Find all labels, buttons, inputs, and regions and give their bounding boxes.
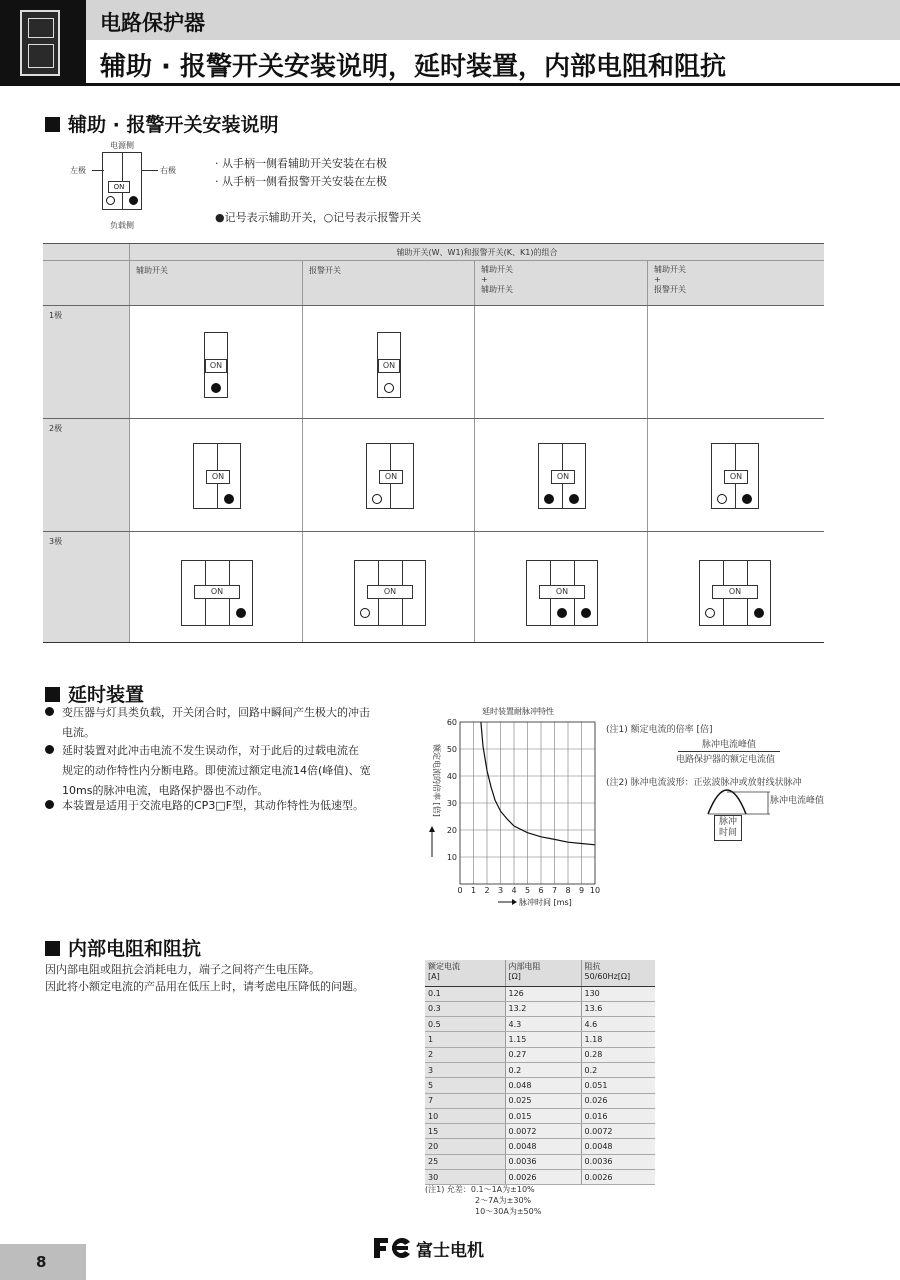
cell-resistance: 1.15 bbox=[505, 1032, 581, 1047]
cell-impedance: 0.2 bbox=[581, 1062, 655, 1077]
cell-resistance: 0.0036 bbox=[505, 1154, 581, 1169]
breaker-2pole-aux-alarm bbox=[711, 443, 759, 509]
bullet-icon bbox=[45, 800, 54, 809]
on-label: ON bbox=[194, 585, 240, 599]
cell-current: 20 bbox=[425, 1139, 505, 1154]
cell-impedance: 0.051 bbox=[581, 1078, 655, 1093]
y-tick-label: 40 bbox=[446, 772, 457, 781]
header-category-bar bbox=[86, 0, 900, 40]
pulse-time-label: 脉冲 时间 bbox=[714, 815, 742, 841]
cell-impedance: 0.0072 bbox=[581, 1124, 655, 1139]
fuji-logo-icon bbox=[372, 1236, 412, 1260]
on-label: ON bbox=[724, 470, 748, 484]
cell-1pole-aux-alarm bbox=[647, 306, 824, 418]
on-label: ON bbox=[108, 181, 130, 193]
label-left-pole: 左极 bbox=[70, 166, 86, 175]
cell-current: 5 bbox=[425, 1078, 505, 1093]
x-axis-label: 脉冲时间 [ms] bbox=[519, 898, 572, 907]
y-axis-arrowhead bbox=[429, 826, 435, 832]
breaker-3pole-aux-alarm bbox=[699, 560, 771, 626]
breaker-3pole-aux bbox=[181, 560, 253, 626]
cell-1pole-aux bbox=[129, 306, 302, 418]
alarm-switch-icon bbox=[360, 608, 370, 618]
note-1-denominator: 电路保护器的额定电流值 bbox=[676, 755, 776, 765]
square-bullet-icon bbox=[45, 941, 60, 956]
table-row bbox=[425, 1047, 655, 1062]
y-tick-label: 50 bbox=[446, 745, 457, 754]
table-header-row bbox=[425, 960, 655, 986]
cell-current: 10 bbox=[425, 1108, 505, 1123]
table-row bbox=[425, 1017, 655, 1032]
x-tick-label: 3 bbox=[497, 886, 504, 895]
brand-name: 富士电机 bbox=[416, 1240, 484, 1261]
bullet-1: 变压器与灯具类负载，开关闭合时，回路中瞬间产生极大的冲击 电流。 bbox=[45, 703, 405, 743]
label-supply-side: 电源侧 bbox=[110, 141, 134, 150]
note-1-numerator: 脉冲电流峰值 bbox=[678, 737, 780, 752]
cell-1pole-alarm bbox=[302, 306, 474, 418]
table-row bbox=[425, 1154, 655, 1169]
x-axis-arrowhead bbox=[512, 899, 517, 905]
section-title-text: 延时装置 bbox=[68, 684, 145, 706]
table-row bbox=[425, 1108, 655, 1123]
cell-3pole-aux-alarm bbox=[647, 532, 824, 642]
table-row bbox=[425, 986, 655, 1001]
section-title-text: 辅助 · 报警开关安装说明 bbox=[68, 114, 279, 136]
note-1: (注1) 额定电流的倍率 [倍] bbox=[606, 725, 713, 735]
cell-resistance: 0.2 bbox=[505, 1062, 581, 1077]
table-row bbox=[425, 1001, 655, 1016]
cell-current: 1 bbox=[425, 1032, 505, 1047]
col-header-aux-aux: 辅助开关 + 辅助开关 bbox=[474, 261, 647, 305]
aux-switch-icon bbox=[557, 608, 567, 618]
page-number-box bbox=[0, 1244, 86, 1280]
cell-impedance: 0.0026 bbox=[581, 1170, 655, 1185]
resistance-note-2: 因此将小额定电流的产品用在低压上时，请考虑电压降低的问题。 bbox=[45, 980, 364, 993]
col-header-impedance: 阻抗 50/60Hz[Ω] bbox=[581, 960, 655, 986]
page-number: 8 bbox=[36, 1253, 47, 1271]
cell-3pole-aux bbox=[129, 532, 302, 642]
tolerance-note: (注1) 允差：0.1～1A为±10% 2～7A为±30% 10～30A为±50% bbox=[425, 1185, 542, 1216]
cell-resistance: 13.2 bbox=[505, 1001, 581, 1016]
on-label: ON bbox=[539, 585, 585, 599]
alarm-switch-icon bbox=[372, 494, 382, 504]
on-label: ON bbox=[367, 585, 413, 599]
x-tick-label: 9 bbox=[578, 886, 585, 895]
aux-switch-icon bbox=[211, 383, 221, 393]
cell-impedance: 0.016 bbox=[581, 1108, 655, 1123]
alarm-switch-icon bbox=[717, 494, 727, 504]
brand-logo bbox=[372, 1233, 484, 1263]
y-tick-label: 60 bbox=[446, 718, 457, 727]
table-header: 辅助开关(W、W1)和报警开关(K、K1)的组合 bbox=[129, 244, 824, 260]
table-column-header-row bbox=[43, 261, 824, 306]
cell-impedance: 0.0048 bbox=[581, 1139, 655, 1154]
aux-switch-icon bbox=[236, 608, 246, 618]
breaker-2pole-aux-aux bbox=[538, 443, 586, 509]
chart-title: 延时装置耐脉冲特性 bbox=[482, 707, 554, 716]
on-label: ON bbox=[551, 470, 575, 484]
cell-impedance: 1.18 bbox=[581, 1032, 655, 1047]
pole-orientation-diagram bbox=[70, 140, 190, 235]
cell-2pole-aux-alarm bbox=[647, 419, 824, 531]
table-row bbox=[425, 1078, 655, 1093]
table-row bbox=[425, 1093, 655, 1108]
square-bullet-icon bbox=[45, 687, 60, 702]
aux-switch-icon bbox=[569, 494, 579, 504]
section-title-resistance bbox=[45, 934, 201, 961]
y-axis-label: 额定电流的倍率 [倍] bbox=[432, 744, 441, 817]
cell-current: 30 bbox=[425, 1170, 505, 1185]
table-row-3pole bbox=[43, 532, 824, 643]
col-header-aux: 辅助开关 bbox=[129, 261, 302, 305]
series-line bbox=[481, 722, 595, 845]
cell-impedance: 0.0036 bbox=[581, 1154, 655, 1169]
aux-switch-icon bbox=[224, 494, 234, 504]
table-row bbox=[425, 1124, 655, 1139]
aux-switch-icon bbox=[581, 608, 591, 618]
square-bullet-icon bbox=[45, 117, 60, 132]
cell-resistance: 0.048 bbox=[505, 1078, 581, 1093]
leader-line-right bbox=[142, 170, 158, 171]
section-title-install bbox=[45, 110, 278, 137]
x-tick-label: 4 bbox=[511, 886, 517, 895]
breaker-2pole-alarm bbox=[366, 443, 414, 509]
cell-impedance: 13.6 bbox=[581, 1001, 655, 1016]
on-label: ON bbox=[378, 359, 400, 373]
x-tick-label: 0 bbox=[457, 886, 463, 895]
cell-3pole-alarm bbox=[302, 532, 474, 642]
resistance-table bbox=[425, 960, 655, 1185]
col-header-current: 额定电流 [A] bbox=[425, 960, 505, 986]
table-row bbox=[425, 1032, 655, 1047]
table-row bbox=[425, 1062, 655, 1077]
y-tick-label: 10 bbox=[446, 853, 457, 862]
x-tick-label: 1 bbox=[470, 886, 477, 895]
cell-current: 7 bbox=[425, 1093, 505, 1108]
cell-impedance: 0.026 bbox=[581, 1093, 655, 1108]
label-load-side: 负载侧 bbox=[110, 221, 134, 230]
cell-2pole-alarm bbox=[302, 419, 474, 531]
breaker-1pole-alarm bbox=[377, 332, 401, 398]
cell-current: 0.5 bbox=[425, 1017, 505, 1032]
y-tick-label: 20 bbox=[446, 826, 457, 835]
row-label-2pole: 2极 bbox=[43, 419, 129, 531]
bullet-2: 延时装置对此冲击电流不发生误动作，对于此后的过载电流在 规定的动作特性内分断电路。即使流过额定电流14倍(峰值)、宽 10ms的脉冲电流，电路保护器也不动作。 bbox=[45, 741, 405, 801]
cell-resistance: 0.0048 bbox=[505, 1139, 581, 1154]
cell-impedance: 130 bbox=[581, 986, 655, 1001]
page-title: 辅助 · 报警开关安装说明，延时装置，内部电阻和阻抗 bbox=[100, 52, 726, 82]
cell-impedance: 0.28 bbox=[581, 1047, 655, 1062]
table-header-row bbox=[43, 244, 824, 261]
cell-2pole-aux-aux bbox=[474, 419, 647, 531]
mini-breaker bbox=[102, 152, 142, 210]
cell-current: 3 bbox=[425, 1062, 505, 1077]
symbol-legend: ●记号表示辅助开关，○记号表示报警开关 bbox=[215, 211, 422, 224]
bullet-icon bbox=[45, 745, 54, 754]
cell-current: 15 bbox=[425, 1124, 505, 1139]
x-tick-label: 8 bbox=[565, 886, 571, 895]
col-header-aux-alarm: 辅助开关 + 报警开关 bbox=[647, 261, 824, 305]
cell-current: 2 bbox=[425, 1047, 505, 1062]
alarm-switch-icon bbox=[106, 196, 115, 205]
pulse-characteristic-chart bbox=[420, 702, 610, 912]
breaker-1pole-aux bbox=[204, 332, 228, 398]
x-tick-label: 5 bbox=[524, 886, 531, 895]
cell-resistance: 4.3 bbox=[505, 1017, 581, 1032]
pulse-waveform-icon bbox=[700, 784, 780, 819]
table-row bbox=[425, 1139, 655, 1154]
header-title-bar bbox=[86, 40, 900, 86]
on-label: ON bbox=[206, 470, 230, 484]
cell-2pole-aux bbox=[129, 419, 302, 531]
on-label: ON bbox=[205, 359, 227, 373]
table-row bbox=[425, 1170, 655, 1185]
row-label-3pole: 3极 bbox=[43, 532, 129, 642]
aux-switch-icon bbox=[129, 196, 138, 205]
cell-resistance: 0.27 bbox=[505, 1047, 581, 1062]
section-title-text: 内部电阻和阻抗 bbox=[68, 938, 202, 960]
alarm-switch-icon bbox=[384, 383, 394, 393]
cell-resistance: 0.0072 bbox=[505, 1124, 581, 1139]
aux-switch-icon bbox=[742, 494, 752, 504]
cell-current: 25 bbox=[425, 1154, 505, 1169]
on-label: ON bbox=[379, 470, 403, 484]
cell-3pole-aux-aux bbox=[474, 532, 647, 642]
install-note-2: · 从手柄一侧看报警开关安装在左极 bbox=[215, 175, 387, 188]
breaker-2pole-aux bbox=[193, 443, 241, 509]
x-tick-label: 6 bbox=[538, 886, 544, 895]
note-2: (注2) 脉冲电流波形：正弦波脉冲或放射线状脉冲 bbox=[606, 778, 802, 788]
switch-combination-table bbox=[43, 243, 824, 643]
alarm-switch-icon bbox=[705, 608, 715, 618]
cell-resistance: 126 bbox=[505, 986, 581, 1001]
row-label-1pole: 1极 bbox=[43, 306, 129, 418]
cell-1pole-aux-aux bbox=[474, 306, 647, 418]
y-tick-label: 30 bbox=[446, 799, 457, 808]
resistance-note-1: 因内部电阻或阻抗会消耗电力，端子之间将产生电压降。 bbox=[45, 963, 320, 976]
header-category: 电路保护器 bbox=[100, 11, 205, 35]
table-row-1pole bbox=[43, 306, 824, 419]
x-tick-label: 10 bbox=[589, 886, 601, 895]
breaker-3pole-alarm bbox=[354, 560, 426, 626]
col-header-alarm: 报警开关 bbox=[302, 261, 474, 305]
header-product-icon bbox=[0, 0, 86, 86]
x-tick-label: 7 bbox=[551, 886, 558, 895]
cell-current: 0.3 bbox=[425, 1001, 505, 1016]
aux-switch-icon bbox=[754, 608, 764, 618]
cell-current: 0.1 bbox=[425, 986, 505, 1001]
aux-switch-icon bbox=[544, 494, 554, 504]
bullet-3: 本装置是适用于交流电路的CP3□F型，其动作特性为低速型。 bbox=[45, 796, 405, 816]
cell-resistance: 0.025 bbox=[505, 1093, 581, 1108]
pulse-peak-label: 脉冲电流峰值 bbox=[770, 796, 825, 806]
cell-resistance: 0.0026 bbox=[505, 1170, 581, 1185]
bullet-icon bbox=[45, 707, 54, 716]
breaker-3pole-aux-aux bbox=[526, 560, 598, 626]
cell-resistance: 0.015 bbox=[505, 1108, 581, 1123]
on-label: ON bbox=[712, 585, 758, 599]
table-row-2pole bbox=[43, 419, 824, 532]
cell-impedance: 4.6 bbox=[581, 1017, 655, 1032]
col-header-resistance: 内部电阻 [Ω] bbox=[505, 960, 581, 986]
label-right-pole: 右极 bbox=[160, 166, 176, 175]
x-tick-label: 2 bbox=[484, 886, 490, 895]
install-note-1: · 从手柄一侧看辅助开关安装在右极 bbox=[215, 157, 387, 170]
